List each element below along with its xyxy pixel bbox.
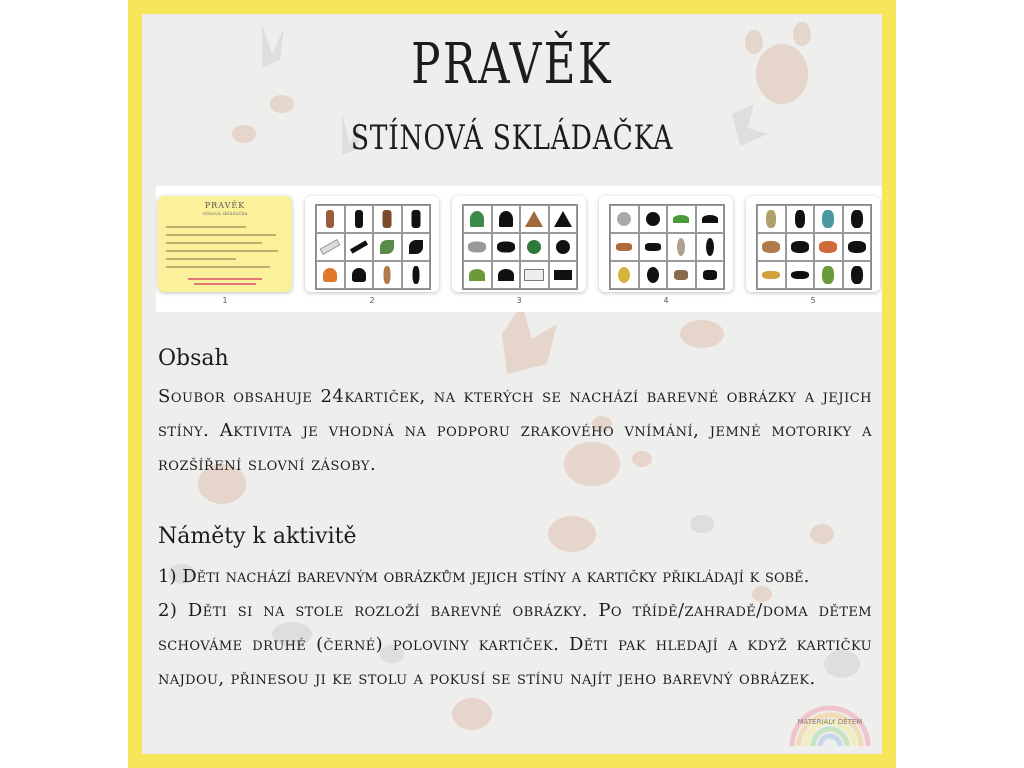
- rainbow-logo: [782, 694, 878, 750]
- cover-red-line: [194, 283, 256, 285]
- preview-thumb-4[interactable]: [599, 196, 733, 292]
- stegosaurus-shadow-icon: [848, 241, 866, 253]
- preview-thumb-5[interactable]: [746, 196, 880, 292]
- fern-shadow-icon: [498, 269, 514, 281]
- leaf-shadow-icon: [409, 240, 423, 254]
- cover-text-line: [166, 234, 276, 236]
- footprint-icon: [548, 516, 596, 552]
- fire-icon: [323, 268, 337, 282]
- footprints-icon: [616, 243, 632, 251]
- pterodactyl-shadow-icon: [791, 271, 809, 279]
- page-subtitle: STÍNOVÁ SKLÁDAČKA: [350, 118, 674, 158]
- cover-subtitle: stínová skládačka: [202, 211, 248, 217]
- fossil-icon: [617, 212, 631, 226]
- rock-shadow-icon: [497, 242, 515, 253]
- cavewoman-icon: [383, 210, 392, 228]
- triceratops-icon: [762, 241, 780, 253]
- preview-page-number: 3: [516, 296, 522, 305]
- card-grid: [315, 204, 431, 290]
- footprint-icon: [452, 698, 492, 730]
- tracks-icon: [674, 270, 688, 280]
- raptor-shadow-icon: [795, 210, 805, 228]
- volcano-shadow-icon: [554, 211, 572, 227]
- cover-title: PRAVĚK: [204, 201, 246, 210]
- egg-icon: [618, 267, 630, 283]
- cover-text-line: [166, 250, 278, 252]
- obsah-text: Soubor obsahuje 24kartiček, na kterých se nachází barevné obrázky a jejich stíny. Aktivita je vhodná na podporu zrakového vnímání, jemné motoriky a rozšíření slovní zásoby.: [158, 386, 872, 475]
- fire-shadow-icon: [352, 268, 366, 282]
- grass-shadow-icon: [702, 215, 718, 223]
- club-icon: [384, 266, 391, 284]
- grass-icon: [673, 215, 689, 223]
- preview-strip: [156, 186, 882, 312]
- namety-item-2: 2) Děti si na stole rozloží barevné obrázky. Po třídě/zahradě/doma dětem schováme druhé (černé) poloviny kartiček. Děti pak hledají a když kartičku najdou, přinesou ji ke stolu a pokusí se stínu najít jeho barevný obrázek.: [158, 600, 872, 689]
- cover-text-line: [166, 242, 262, 244]
- cover-red-line: [188, 278, 262, 280]
- pterodactyl-icon: [762, 271, 780, 279]
- product-page: [142, 14, 882, 754]
- monstera-shadow-icon: [556, 240, 570, 254]
- preview-page-number: 1: [222, 296, 228, 305]
- palm-shadow-icon: [499, 211, 513, 227]
- monstera-icon: [527, 240, 541, 254]
- feather-shadow-icon: [706, 238, 714, 256]
- egg-shadow-icon: [647, 267, 659, 283]
- stegosaurus-icon: [819, 241, 837, 253]
- club-shadow-icon: [412, 266, 419, 284]
- cavewoman-shadow-icon: [411, 210, 420, 228]
- leaf-icon: [380, 240, 394, 254]
- palm-icon: [470, 211, 484, 227]
- card-grid: [756, 204, 872, 290]
- skeleton-icon: [524, 269, 544, 281]
- trex-icon: [822, 266, 834, 284]
- preview-thumb-3[interactable]: [452, 196, 586, 292]
- fern-icon: [469, 269, 485, 281]
- preview-thumb-2[interactable]: [305, 196, 439, 292]
- bone-icon: [320, 239, 341, 255]
- bone-shadow-icon: [350, 240, 368, 253]
- card-grid: [462, 204, 578, 290]
- namety-heading: Náměty k aktivitě: [158, 524, 357, 549]
- page-title: PRAVĚK: [411, 32, 613, 97]
- volcano-icon: [525, 211, 543, 227]
- feather-icon: [677, 238, 685, 256]
- preview-thumb-1[interactable]: [158, 196, 292, 292]
- caveman-shadow-icon: [355, 210, 363, 228]
- cover-text-line: [166, 226, 246, 228]
- footprint-icon: [690, 515, 714, 533]
- trex-shadow-icon: [851, 266, 863, 284]
- yellow-frame: [128, 0, 896, 768]
- rock-icon: [468, 242, 486, 253]
- dinosaur-icon: [822, 210, 834, 228]
- obsah-heading: Obsah: [158, 346, 229, 371]
- triceratops-shadow-icon: [791, 241, 809, 253]
- card-grid: [609, 204, 725, 290]
- caveman-icon: [326, 210, 334, 228]
- namety-item-1: 1) Děti nachází barevným obrázkům jejich stíny a kartičky přikládají k sobě.: [158, 566, 810, 587]
- preview-page-number: 2: [369, 296, 375, 305]
- footprint-icon: [270, 95, 294, 113]
- logo-text: MATERIÁLY DĚTEM: [797, 718, 863, 726]
- footprint-icon: [810, 524, 834, 544]
- footprint-icon: [680, 320, 724, 348]
- fossil-shadow-icon: [646, 212, 660, 226]
- dinosaur-shadow-icon: [851, 210, 863, 228]
- footprint-icon: [502, 304, 557, 374]
- preview-page-number: 4: [663, 296, 669, 305]
- raptor-icon: [766, 210, 776, 228]
- preview-page-number: 5: [810, 296, 816, 305]
- footprints-shadow-icon: [645, 243, 661, 251]
- cover-text-line: [166, 266, 270, 268]
- skeleton-shadow-icon: [554, 270, 572, 280]
- tracks-shadow-icon: [703, 270, 717, 280]
- cover-text-line: [166, 258, 236, 260]
